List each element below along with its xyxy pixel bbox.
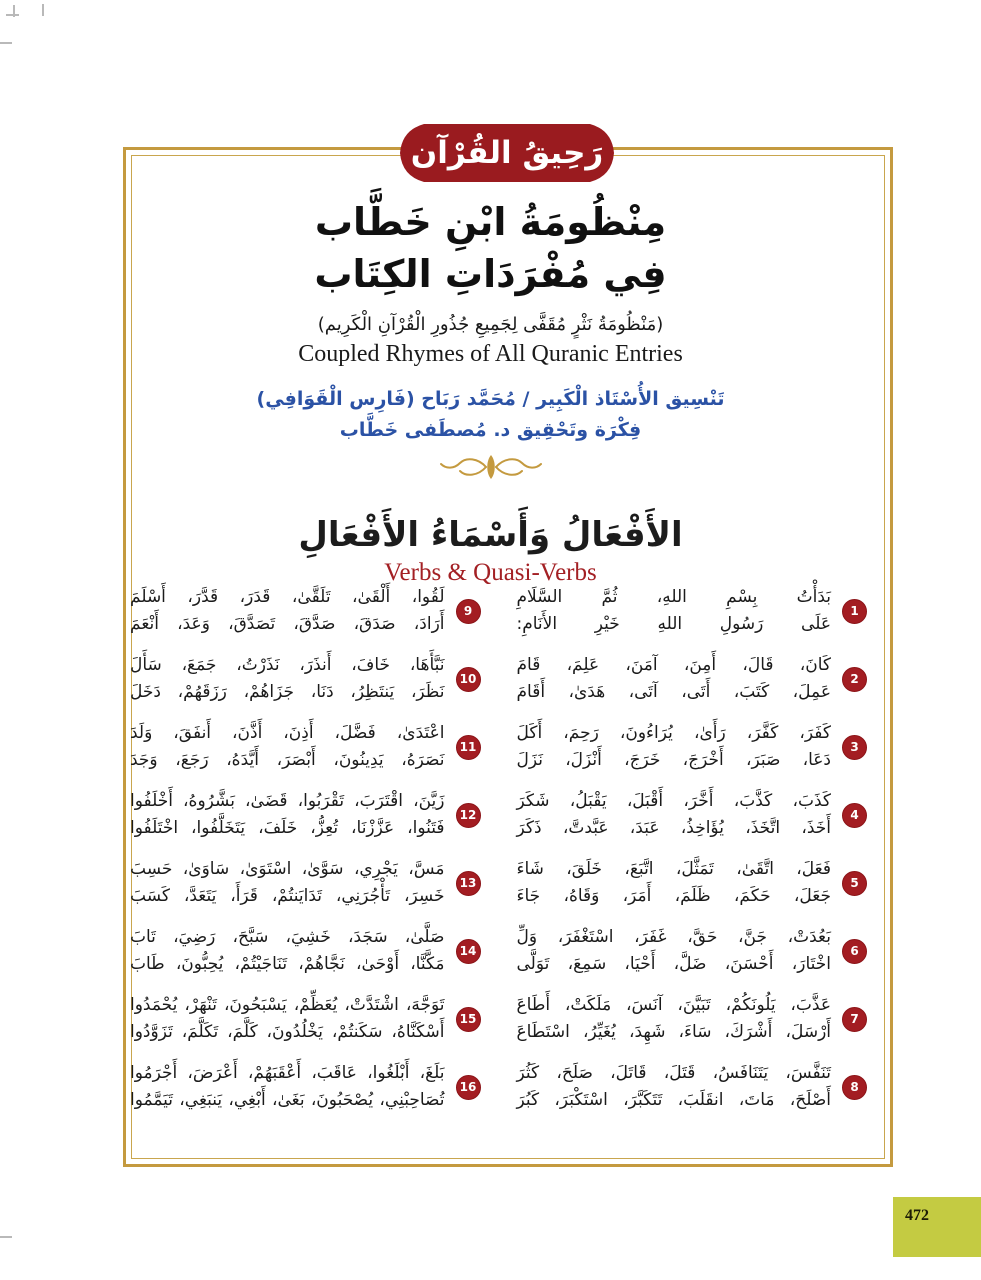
verse-entry-1: [517, 584, 868, 638]
verse-line: أَسْكَنَّاهُ، سَكَنتُمْ، يَخْلُدُونَ، كَلَّمَ، تَكَلَّمَ، تَزَوَّدُوا: [130, 1022, 445, 1042]
entry-number-badge: 7: [842, 1007, 867, 1032]
verse-line: مَكَّنَّا، أَوْحَىٰ، نَجَّاهُمْ، تَنَاجَيْتُمْ، يُحِبُّونَ، طَابَ: [130, 954, 445, 974]
verse-line: بَلَغَ، أَبْلَغُوا، عَاقَبَ، أَعْقَبَهُمْ، أَعْرَضَ، أَجْرَمُوا: [130, 1063, 445, 1083]
entry-number-badge: 4: [842, 803, 867, 828]
verse-line: جَعَلَ، حَكَمَ، ظَلَمَ، أَمَرَ، وَقَاهُ، جَاءَ: [516, 886, 831, 906]
calligraphy-title-line1: مِنْظُومَةُ ابْنِ خَطَّاب: [314, 200, 667, 244]
verses-column-right: [517, 584, 868, 1128]
verse-line: أَرَادَ، صَدَقَ، صَدَّقَ، تَصَدَّقَ، وَعَدَ، أَنْعَمَ: [130, 614, 445, 634]
book-title: رَحِيقُ القُرْآن: [410, 135, 604, 171]
credit-line-1: تَنْسِيق الأُسْتَاذ الْكَبِير / مُحَمَّد رَبَاح (فَارِس الْقَوَافِي): [256, 388, 725, 410]
verse-entry-7: [517, 992, 868, 1046]
entry-number-badge: 12: [456, 803, 481, 828]
entry-number-badge: 6: [842, 939, 867, 964]
verse-line: تَنَفَّسَ، يَتَنَافَسُ، قَتَلَ، قَاتَلَ، صَلَحَ، كَثُرَ: [516, 1063, 831, 1083]
verse-line: عَذَّبَ، يَلُونَكُمْ، تَبَيَّنَ، آنَسَ، مَلَكَتْ، أَطَاعَ: [516, 995, 831, 1015]
entry-number-badge: 9: [456, 599, 481, 624]
verse-line: اعْتَدَىٰ، فَضَّلَ، أَذِنَ، أَذَّنَ، أَنفَقَ، وَلَدَ: [130, 723, 445, 743]
entry-number-badge: 13: [456, 871, 481, 896]
verse-line: عَلَى رَسُولِ اللهِ خَيْرِ الأَنَامِ:: [516, 614, 831, 634]
verse-entry-3: [517, 720, 868, 774]
entry-number-badge: 15: [456, 1007, 481, 1032]
verse-line: مَسَّ، يَجْرِي، سَوَّىٰ، اسْتَوَىٰ، سَاوَىٰ، حَسِبَ: [130, 859, 445, 879]
verse-entry-14: [130, 924, 481, 978]
verse-line: اخْتَارَ، أَحْسَنَ، ضَلَّ، أَحْيَا، سَمِعَ، تَوَلَّى: [516, 954, 831, 974]
verse-line: نَبَّأَهَا، خَافَ، أَنذَرَ، نَذَرْتُ، جَمَعَ، سَأَلَ: [130, 655, 445, 675]
verse-line: تُصَاحِبْنِي، يُصْحَبُونَ، بَغَىٰ، أَبْغِي، يَنبَغِي، تَيَمَّمُوا: [130, 1090, 445, 1110]
verse-line: أَصْلَحَ، مَاتَ، انقَلَبَ، تَتَكَبَّرَ، اسْتَكْبَرَ، كَبُرَ: [516, 1090, 831, 1110]
verse-line: بَعُدَتْ، جَنَّ، حَقَّ، غَفَرَ، اسْتَغْفَرَ، وَلِّ: [516, 927, 831, 947]
verse-entry-8: [517, 1060, 868, 1114]
section-title-arabic: الأَفْعَالُ وَأَسْمَاءُ الأَفْعَالِ: [298, 515, 683, 555]
verse-line: فَعَلَ، اتَّقَىٰ، تَمَثَّلَ، اتَّبَعَ، خَلَقَ، شَاءَ: [516, 859, 831, 879]
crop-mark: [13, 5, 15, 17]
entry-number-badge: 8: [842, 1075, 867, 1100]
verse-line: كَذَبَ، كَذَّبَ، أَخَّرَ، أَقْبَلَ، يَقْبَلُ، شَكَرَ: [516, 791, 831, 811]
title-banner: [398, 115, 616, 191]
verse-line: زَيَّنَ، اقْتَرَبَ، تَقْرَبُوا، قَضَىٰ، بَشَّرُوهُ، أَخْلَفُوا: [130, 791, 445, 811]
verse-entry-4: [517, 788, 868, 842]
verse-line: بَدَأْتُ بِسْمِ اللهِ، ثُمَّ السَّلَامِ: [516, 587, 831, 607]
verse-line: صَلَّىٰ، سَجَدَ، خَشِيَ، سَبَّحَ، رَضِيَ، تَابَ: [130, 927, 445, 947]
entry-number-badge: 10: [456, 667, 481, 692]
entry-number-badge: 1: [842, 599, 867, 624]
verse-entry-10: [130, 652, 481, 706]
verse-line: فَتَنُوا، عَزَّزْنَا، تُعِزُّ، خَلَفَ، يَتَخَلَّفُوا، اخْتَلَفُوا: [130, 818, 445, 838]
verse-line: نَظَرَ، يَنتَظِرُ، دَنَا، جَزَاهُمْ، رَزَقَهُمْ، دَخَلَ: [130, 682, 445, 702]
credit-line-2: فِكْرَة وتَحْقِيق د. مُصطَفى خَطَّاب: [339, 419, 642, 441]
crop-mark: [0, 42, 12, 44]
entry-number-badge: 5: [842, 871, 867, 896]
entry-number-badge: 16: [456, 1075, 481, 1100]
crop-mark: [42, 4, 44, 16]
verse-line: نَصَرَهُ، يَدِينُونَ، أَبْصَرَ، أَيَّدَهُ، رَجَعَ، وَجَدَ: [130, 750, 445, 770]
verse-line: عَمِلَ، كَتَبَ، أَتَى، آتَى، هَدَىٰ، أَقَامَ: [516, 682, 831, 702]
verses-column-left: [130, 584, 481, 1128]
entry-number-badge: 3: [842, 735, 867, 760]
page-number: 472: [905, 1207, 929, 1224]
verse-entry-9: [130, 584, 481, 638]
subtitle-arabic: (مَنْظُومَةُ نَثْرٍ مُقَفَّى لِجَمِيعِ جُذُورِ الْقُرْآنِ الْكَرِيم): [317, 314, 664, 335]
verse-entry-6: [517, 924, 868, 978]
crop-mark: [0, 1236, 12, 1238]
page-number-tab: [893, 1197, 981, 1257]
verse-line: كَانَ، قَالَ، أَمِنَ، آمَنَ، عَلِمَ، قَامَ: [516, 655, 831, 675]
header-block: [140, 196, 841, 587]
verse-line: دَعَا، صَبَرَ، أَخْرَجَ، خَرَجَ، أَنْزَلَ، نَزَلَ: [516, 750, 831, 770]
calligraphy-title-line2: فِي مُفْرَدَاتِ الكِتَاب: [314, 252, 667, 296]
verse-entry-13: [130, 856, 481, 910]
verses-grid: [130, 584, 867, 1128]
verse-line: لَقُوا، أَلْقَىٰ، تَلَقَّىٰ، قَدَرَ، قَدَّرَ، أَسْلَمَ: [130, 587, 445, 607]
verse-entry-16: [130, 1060, 481, 1114]
section-title-english: Verbs & Quasi-Verbs: [384, 559, 597, 586]
verse-entry-2: [517, 652, 868, 706]
verse-entry-5: [517, 856, 868, 910]
verse-line: تَوَجَّهَ، اشْتَدَّتْ، يُعَظِّمْ، يَسْبَحُونَ، تَنْهَرْ، يُحْمَدُوا: [130, 995, 445, 1015]
verse-line: أَخَذَ، اتَّخَذَ، يُؤَاخِذُ، عَبَدَ، عَبَّدتَّ، ذَكَرَ: [516, 818, 831, 838]
entry-number-badge: 2: [842, 667, 867, 692]
verse-line: أَرْسَلَ، أَشْرَكَ، سَاءَ، شَهِدَ، يُغَيِّرُ، اسْتَطَاعَ: [516, 1022, 831, 1042]
verse-line: خَسِرَ، تَأْجُرَنِي، تَدَايَنتُمْ، قَرَأَ، يَتَعَدَّ، كَسَبَ: [130, 886, 445, 906]
entry-number-badge: 11: [456, 735, 481, 760]
verse-entry-15: [130, 992, 481, 1046]
entry-number-badge: 14: [456, 939, 481, 964]
ornament-divider-icon: [140, 453, 841, 485]
verse-line: كَفَرَ، كَفَّرَ، رَأَىٰ، يُرَاءُونَ، رَحِمَ، أَكَلَ: [516, 723, 831, 743]
subtitle-english: Coupled Rhymes of All Quranic Entries: [298, 341, 683, 367]
verse-entry-12: [130, 788, 481, 842]
verse-entry-11: [130, 720, 481, 774]
